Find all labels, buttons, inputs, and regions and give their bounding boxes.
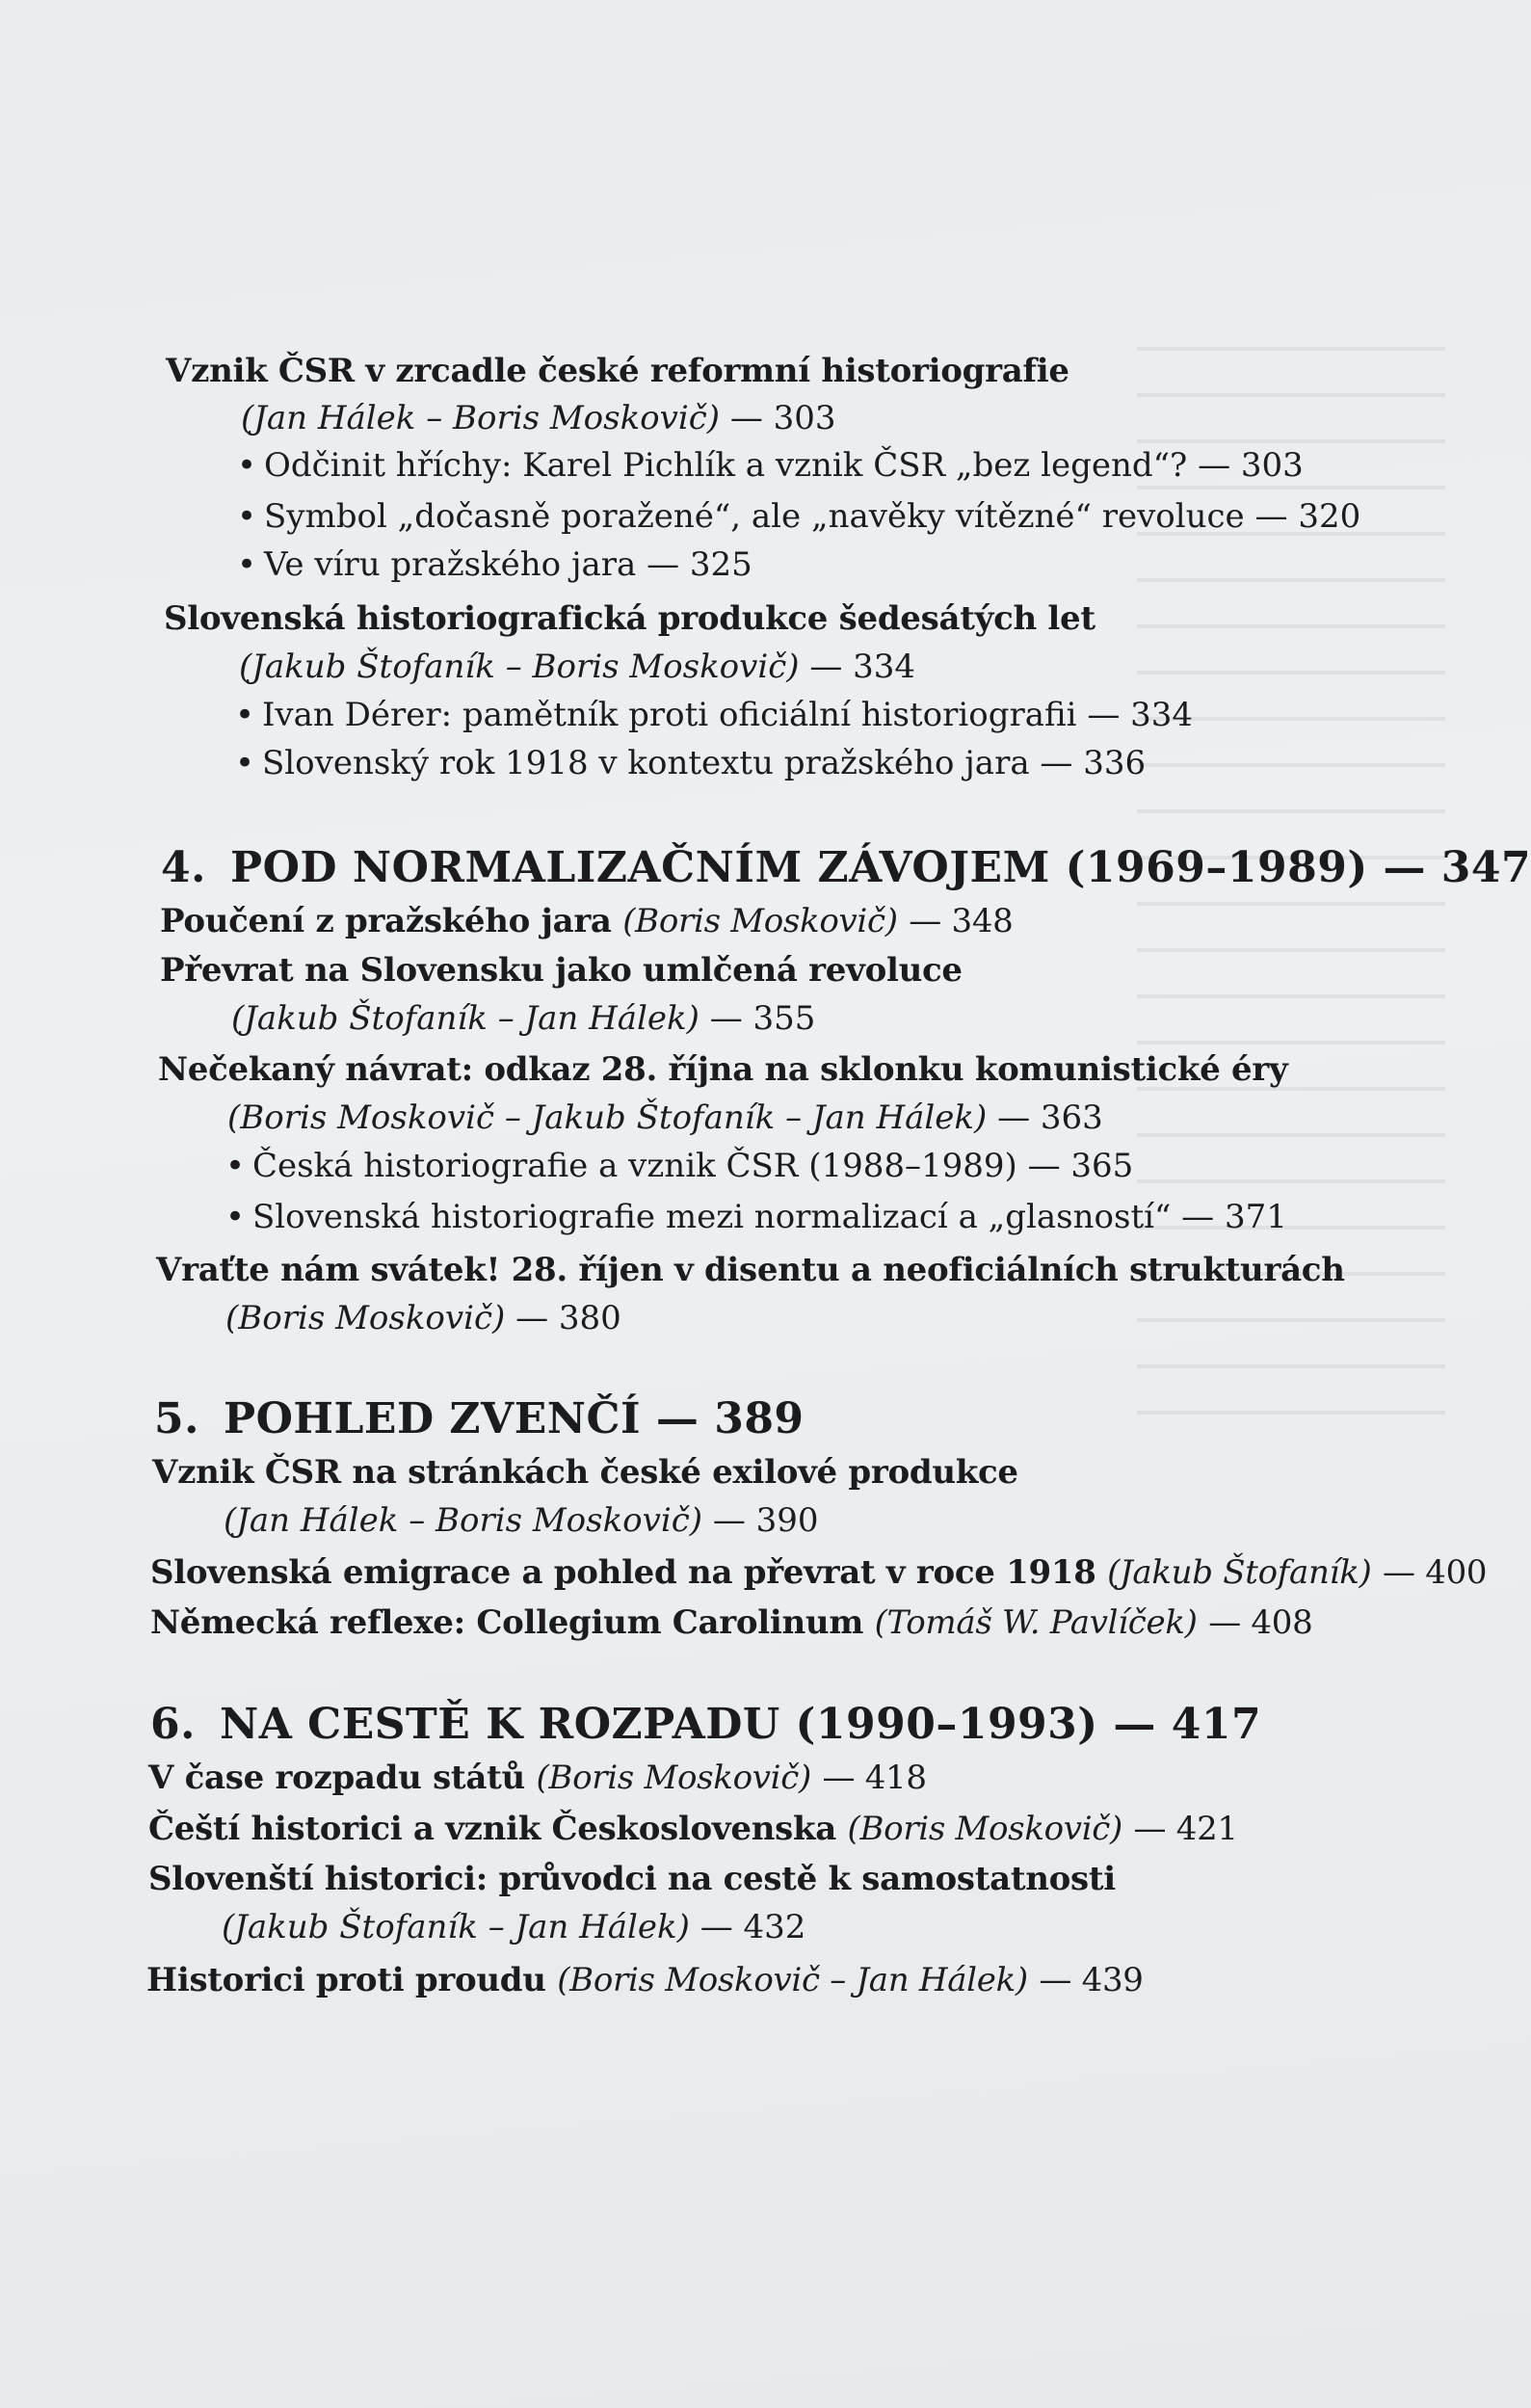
subsection-page-number: 320 (1298, 497, 1361, 536)
subsection-title: Odčinit hříchy: Karel Pichlík a vznik ČSR „bez legend“? (264, 446, 1188, 485)
subsection-title: Symbol „dočasně poražené“, ale „navěky vítězné“ revoluce (264, 497, 1245, 536)
subsection-title: Ve víru pražského jara (264, 545, 637, 584)
subsection-title: Slovenská historiografie mezi normalizací a „glasností“ (252, 1198, 1172, 1236)
chapter-page-number: 389 (714, 1394, 805, 1443)
chapter-heading: 5. POHLED ZVENČÍ — 389 (154, 1394, 805, 1443)
page-number-value: 432 (743, 1908, 806, 1946)
subsection-title: Ivan Dérer: pamětník proti oficiální historiografii (262, 696, 1077, 734)
chapter-heading: 4. POD NORMALIZAČNÍM ZÁVOJEM (1969–1989) — 347 (161, 843, 1531, 892)
entry-authors: (Boris Moskovič) (536, 1759, 811, 1797)
entry-author-line (231, 999, 815, 1038)
toc-entry (148, 1759, 927, 1797)
page-number-value: 334 (853, 648, 916, 686)
subsection-item: • Odčinit hříchy: Karel Pichlík a vznik ČSR „bez legend“? — 303 (237, 446, 1304, 485)
entry-authors: (Jakub Štofaník – Jan Hálek) (231, 999, 700, 1038)
entry-page-number: — 439 (1039, 1961, 1144, 1999)
subsection-page-number: 365 (1070, 1147, 1134, 1185)
entry-authors: (Jakub Štofaník – Jan Hálek) (222, 1908, 690, 1946)
page-number-value: 303 (773, 399, 836, 437)
entry-authors: (Boris Moskovič) (225, 1299, 506, 1337)
toc-entry (152, 1453, 1018, 1492)
entry-page-number: — 408 (1208, 1603, 1313, 1642)
toc-entry (166, 352, 1069, 390)
entry-author-line (224, 1501, 819, 1540)
entry-page-number: — 390 (702, 1501, 819, 1540)
page-number-value: 348 (951, 902, 1014, 940)
subsection-title: Česká historiografie a vznik ČSR (1988–1989) (252, 1147, 1017, 1185)
entry-authors: (Boris Moskovič – Jakub Štofaník – Jan Hálek) (227, 1098, 988, 1137)
chapter-title: POHLED ZVENČÍ (224, 1394, 642, 1443)
entry-authors: (Tomáš W. Pavlíček) (874, 1603, 1198, 1642)
chapter-title: POD NORMALIZAČNÍM ZÁVOJEM (1969–1989) (230, 843, 1368, 892)
chapter-page-number: 347 (1440, 843, 1531, 892)
entry-authors: (Boris Moskovič – Jan Hálek) (557, 1961, 1028, 1999)
subsection-page-number: 334 (1130, 696, 1194, 734)
subsection-item: • Ve víru pražského jara — 325 (237, 545, 752, 584)
entry-title: Slovenská historiografická produkce šedesátých let (164, 599, 1095, 638)
subsection-page-number: 303 (1240, 446, 1304, 485)
entry-author-line (239, 648, 915, 686)
subsection-item: • Slovenská historiografie mezi normalizací a „glasností“ — 371 (225, 1198, 1287, 1236)
page-number-value: 400 (1425, 1553, 1488, 1592)
bullet-icon: • (237, 446, 257, 485)
page-number-value: 408 (1251, 1603, 1313, 1642)
entry-title: Slovenští historici: průvodci na cestě k samostatnosti (148, 1860, 1116, 1898)
entry-title: Vznik ČSR na stránkách české exilové produkce (152, 1453, 1018, 1492)
subsection-item: • Symbol „dočasně poražené“, ale „navěky vítězné“ revoluce — 320 (237, 497, 1361, 536)
chapter-heading: 6. NA CESTĚ K ROZPADU (1990–1993) — 417 (150, 1700, 1262, 1749)
page-number-value: 363 (1040, 1098, 1103, 1137)
entry-page-number: — 418 (822, 1759, 927, 1797)
entry-authors: (Jakub Štofaník – Boris Moskovič) (239, 648, 800, 686)
page-number-value: 380 (558, 1299, 621, 1337)
entry-author-line (222, 1908, 805, 1946)
entry-title: Historici proti proudu (146, 1961, 546, 1999)
page-number-value: 439 (1081, 1961, 1144, 1999)
subsection-item: • Slovenský rok 1918 v kontextu pražského jara — 336 (235, 744, 1147, 782)
toc-entry (164, 599, 1095, 638)
toc-entry (146, 1961, 1144, 1999)
toc-entry (150, 1553, 1487, 1592)
entry-title: Vraťte nám svátek! 28. říjen v disentu a neoficiálních strukturách (156, 1251, 1345, 1289)
entry-page-number: — 334 (799, 648, 916, 686)
toc-entry (148, 1810, 1238, 1848)
entry-page-number: — 303 (720, 399, 836, 437)
bullet-icon: • (237, 497, 257, 536)
toc-entry (156, 1251, 1345, 1289)
bullet-icon: • (237, 545, 257, 584)
subsection-page-number: 325 (689, 545, 752, 584)
entry-title: Vznik ČSR v zrcadle české reformní historiografie (166, 352, 1069, 390)
bullet-icon: • (225, 1198, 246, 1236)
entry-title: Německá reflexe: Collegium Carolinum (150, 1603, 864, 1642)
bleed-through-shadow (1137, 347, 1445, 2274)
subsection-title: Slovenský rok 1918 v kontextu pražského jara (262, 744, 1030, 782)
toc-entry (160, 902, 1013, 940)
entry-page-number: — 348 (909, 902, 1014, 940)
bullet-icon: • (225, 1147, 246, 1185)
entry-page-number: — 363 (987, 1098, 1103, 1137)
chapter-number: 4. (161, 843, 206, 892)
entry-page-number: — 355 (699, 999, 816, 1038)
chapter-title: NA CESTĚ K ROZPADU (1990–1993) (220, 1700, 1098, 1749)
page-number-value: 421 (1175, 1810, 1238, 1848)
entry-authors: (Jakub Štofaník) (1107, 1553, 1372, 1592)
entry-title: Poučení z pražského jara (160, 902, 612, 940)
entry-page-number: — 421 (1133, 1810, 1238, 1848)
entry-page-number: — 432 (689, 1908, 806, 1946)
bullet-icon: • (235, 696, 255, 734)
page-number-value: 390 (755, 1501, 819, 1540)
entry-title: Převrat na Slovensku jako umlčená revoluce (160, 951, 963, 990)
page-number-value: 355 (752, 999, 816, 1038)
entry-page-number: — 400 (1383, 1553, 1488, 1592)
subsection-item: • Česká historiografie a vznik ČSR (1988–1989) — 365 (225, 1147, 1134, 1185)
chapter-page-number: 417 (1171, 1700, 1262, 1749)
toc-entry (158, 1050, 1287, 1089)
entry-title: V čase rozpadu států (148, 1759, 525, 1797)
entry-authors: (Boris Moskovič) (847, 1810, 1122, 1848)
subsection-page-number: 371 (1225, 1198, 1287, 1236)
entry-authors: (Jan Hálek – Boris Moskovič) (224, 1501, 703, 1540)
entry-authors: (Boris Moskovič) (622, 902, 898, 940)
toc-entry (150, 1603, 1312, 1642)
subsection-page-number: 336 (1083, 744, 1147, 782)
chapter-number: 6. (150, 1700, 196, 1749)
entry-author-line (227, 1098, 1103, 1137)
entry-page-number: — 380 (505, 1299, 621, 1337)
entry-author-line (225, 1299, 621, 1337)
toc-entry (160, 951, 963, 990)
entry-title: Slovenská emigrace a pohled na převrat v roce 1918 (150, 1553, 1096, 1592)
entry-authors: (Jan Hálek – Boris Moskovič) (241, 399, 721, 437)
entry-title: Nečekaný návrat: odkaz 28. října na sklonku komunistické éry (158, 1050, 1288, 1089)
toc-entry (148, 1860, 1116, 1898)
page-number-value: 418 (864, 1759, 927, 1797)
entry-author-line (241, 399, 836, 437)
subsection-item: • Ivan Dérer: pamětník proti oficiální historiografii — 334 (235, 696, 1194, 734)
entry-title: Čeští historici a vznik Československa (148, 1810, 836, 1848)
chapter-number: 5. (154, 1394, 199, 1443)
bullet-icon: • (235, 744, 255, 782)
